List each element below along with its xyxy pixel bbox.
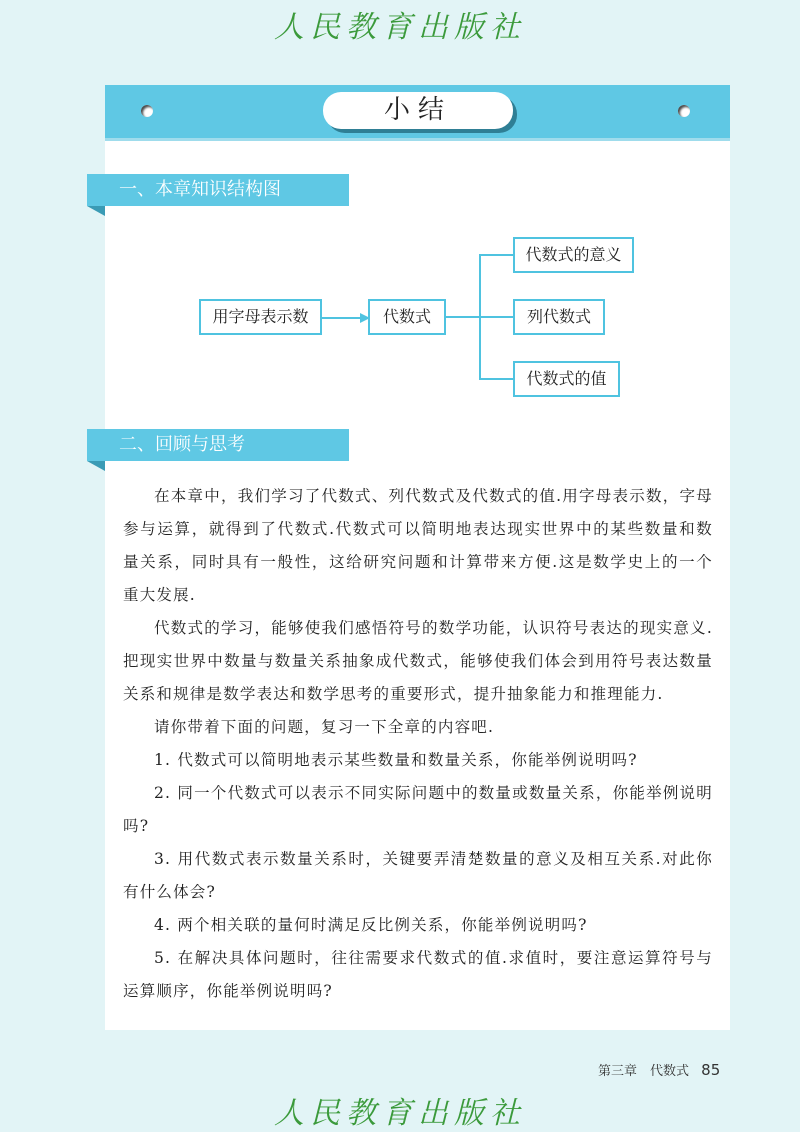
- node-value: 代数式的值: [513, 361, 620, 397]
- connector-line: [446, 316, 480, 318]
- publisher-logo-top: 人民教育出版社: [274, 10, 526, 45]
- tab-fold: [87, 206, 105, 216]
- review-text: [123, 480, 713, 1008]
- connector-branch-3: [479, 378, 513, 380]
- section-heading-structure-text: 一、本章知识结构图: [119, 179, 281, 200]
- publisher-logo-bottom: 人民教育出版社: [274, 1096, 526, 1131]
- page-title: 小结: [323, 92, 513, 129]
- question-item: 2. 同一个代数式可以表示不同实际问题中的数量或数量关系，你能举例说明吗?: [123, 784, 713, 835]
- binder-hole-right: [678, 105, 690, 117]
- paragraph: 代数式的学习，能够使我们感悟符号的数学功能，认识符号表达的现实意义.把现实世界中数量与数量关系抽象成代数式，能够使我们体会到用符号表达数量关系和规律是数学表达和数学思考的重要形式，提升抽象能力和推理能力.: [123, 619, 713, 703]
- node-meaning: 代数式的意义: [513, 237, 634, 273]
- question-item: 3. 用代数式表示数量关系时，关键要弄清楚数量的意义及相互关系.对此你有什么体会?: [123, 850, 713, 901]
- connector-branch-1: [479, 254, 513, 256]
- paragraph: 在本章中，我们学习了代数式、列代数式及代数式的值.用字母表示数，字母参与运算，就得到了代数式.代数式可以简明地表达现实世界中的某些数量和数量关系，同时具有一般性，这给研究问题和计算带来方便.这是数学史上的一个重大发展.: [123, 487, 713, 604]
- binder-hole-left: [141, 105, 153, 117]
- section-heading-review: [87, 429, 349, 461]
- question-item: 4. 两个相关联的量何时满足反比例关系，你能举例说明吗?: [154, 916, 588, 934]
- question-item: 5. 在解决具体问题时，往往需要求代数式的值.求值时，要注意运算符号与运算顺序，你能举例说明吗?: [123, 949, 713, 1000]
- section-heading-review-text: 二、回顾与思考: [119, 434, 245, 455]
- tab-fold: [87, 461, 105, 471]
- card-header: [105, 85, 730, 138]
- page-number: 85: [701, 1061, 721, 1079]
- page-footer: [598, 1060, 720, 1079]
- node-letters-for-numbers: 用字母表示数: [199, 299, 322, 335]
- question-item: 1. 代数式可以简明地表示某些数量和数量关系，你能举例说明吗?: [154, 751, 638, 769]
- header-shade: [105, 138, 730, 141]
- node-write-expression: 列代数式: [513, 299, 605, 335]
- chapter-label: 第三章 代数式: [598, 1064, 690, 1079]
- section-heading-structure: [87, 174, 349, 206]
- paragraph: 请你带着下面的问题，复习一下全章的内容吧.: [154, 718, 495, 736]
- node-algebraic-expression: 代数式: [368, 299, 446, 335]
- arrow-icon: [322, 310, 370, 326]
- connector-branch-2: [479, 316, 513, 318]
